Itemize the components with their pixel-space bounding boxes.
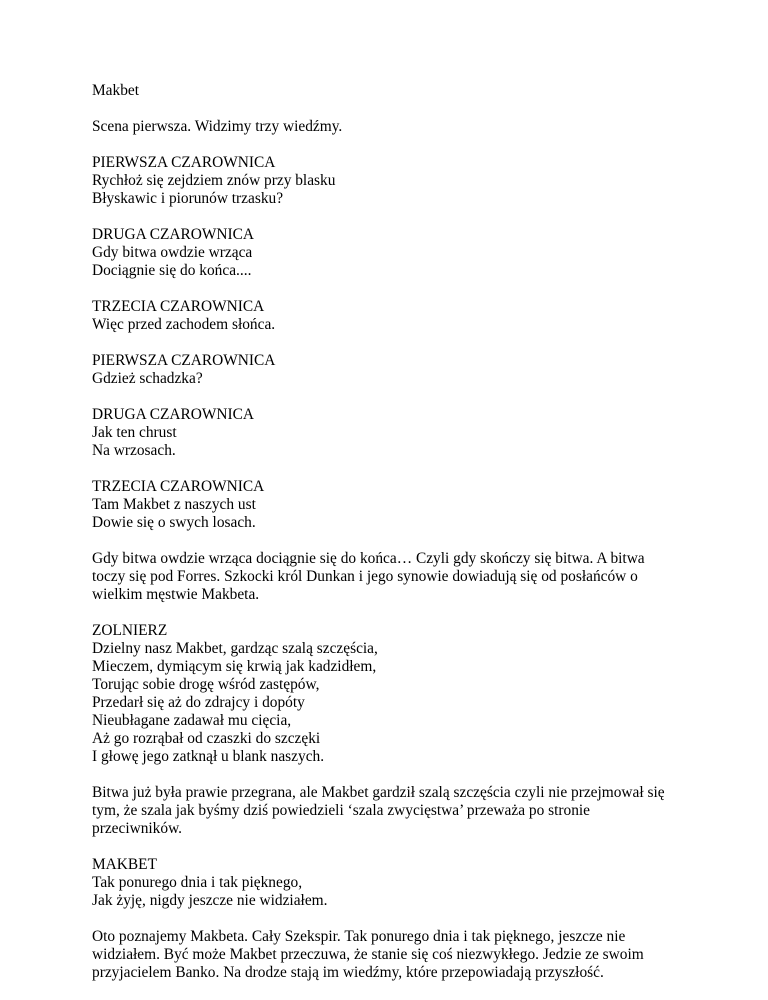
verse-line: Aż go rozrąbał od czaszki do szczęki (92, 730, 321, 747)
commentary-line: Gdy bitwa owdzie wrząca dociągnie się do końca… Czyli gdy skończy się bitwa. A bitwa (92, 550, 645, 567)
dialogue-block (92, 478, 692, 532)
verse-line: Na wrzosach. (92, 442, 176, 459)
verse-line: Gdzież schadzka? (92, 370, 203, 387)
dialogue-block (92, 856, 692, 910)
speaker-name: DRUGA CZAROWNICA (92, 226, 255, 243)
verse-line: Błyskawic i piorunów trzasku? (92, 190, 284, 207)
speaker-name: PIERWSZA CZAROWNICA (92, 154, 276, 171)
commentary-line: tym, że szala jak byśmy dziś powiedzieli ‘szala zwycięstwa’ przeważa po stronie (92, 802, 591, 819)
verse-line: Przedarł się aż do zdrajcy i dopóty (92, 694, 305, 711)
speaker-name: TRZECIA CZAROWNICA (92, 298, 265, 315)
verse-line: Mieczem, dymiącym się krwią jak kadzidłem, (92, 658, 377, 675)
verse-line: Tam Makbet z naszych ust (92, 496, 256, 513)
scene-description-block (92, 118, 692, 136)
verse-line: Tak ponurego dnia i tak pięknego, (92, 874, 303, 891)
dialogue-block (92, 406, 692, 460)
speaker-name: DRUGA CZAROWNICA (92, 406, 255, 423)
dialogue-block (92, 352, 692, 388)
commentary-line: Bitwa już była prawie przegrana, ale Makbet gardził szalą szczęścia czyli nie przejmował się (92, 784, 665, 801)
document-title: Makbet (92, 82, 140, 99)
commentary-line: przeciwników. (92, 820, 183, 837)
dialogue-block (92, 298, 692, 334)
commentary-line: przyjacielem Banko. Na drodze stają im wiedźmy, które przepowiadają przyszłość. (92, 964, 604, 981)
commentary-paragraph (92, 928, 692, 982)
commentary-line: Oto poznajemy Makbeta. Cały Szekspir. Tak ponurego dnia i tak pięknego, jeszcze nie (92, 928, 626, 945)
document-page (92, 82, 692, 1000)
verse-line: Dowie się o swych losach. (92, 514, 256, 531)
verse-line: Dociągnie się do końca.... (92, 262, 252, 279)
document-title-block (92, 82, 692, 100)
speaker-name: ZOLNIERZ (92, 622, 168, 639)
speaker-name: MAKBET (92, 856, 157, 873)
verse-line: Gdy bitwa owdzie wrząca (92, 244, 253, 261)
dialogue-block (92, 622, 692, 766)
verse-line: Jak żyję, nigdy jeszcze nie widziałem. (92, 892, 328, 909)
commentary-line: wielkim męstwie Makbeta. (92, 586, 260, 603)
commentary-paragraph (92, 784, 692, 838)
verse-line: Rychłoż się zejdziem znów przy blasku (92, 172, 336, 189)
commentary-paragraph (92, 550, 692, 604)
commentary-line: widziałem. Być może Makbet przeczuwa, że stanie się coś niezwykłego. Jedzie ze swoim (92, 946, 644, 963)
speaker-name: PIERWSZA CZAROWNICA (92, 352, 276, 369)
dialogue-block (92, 226, 692, 280)
scene-description: Scena pierwsza. Widzimy trzy wiedźmy. (92, 118, 343, 135)
commentary-line: toczy się pod Forres. Szkocki król Dunkan i jego synowie dowiadują się od posłańców o (92, 568, 638, 585)
verse-line: Więc przed zachodem słońca. (92, 316, 276, 333)
verse-line: Dzielny nasz Makbet, gardząc szalą szczęścia, (92, 640, 378, 657)
verse-line: I głowę jego zatknął u blank naszych. (92, 748, 325, 765)
dialogue-block (92, 154, 692, 208)
speaker-name: TRZECIA CZAROWNICA (92, 478, 265, 495)
verse-line: Nieubłagane zadawał mu cięcia, (92, 712, 292, 729)
verse-line: Jak ten chrust (92, 424, 177, 441)
verse-line: Torując sobie drogę wśród zastępów, (92, 676, 320, 693)
